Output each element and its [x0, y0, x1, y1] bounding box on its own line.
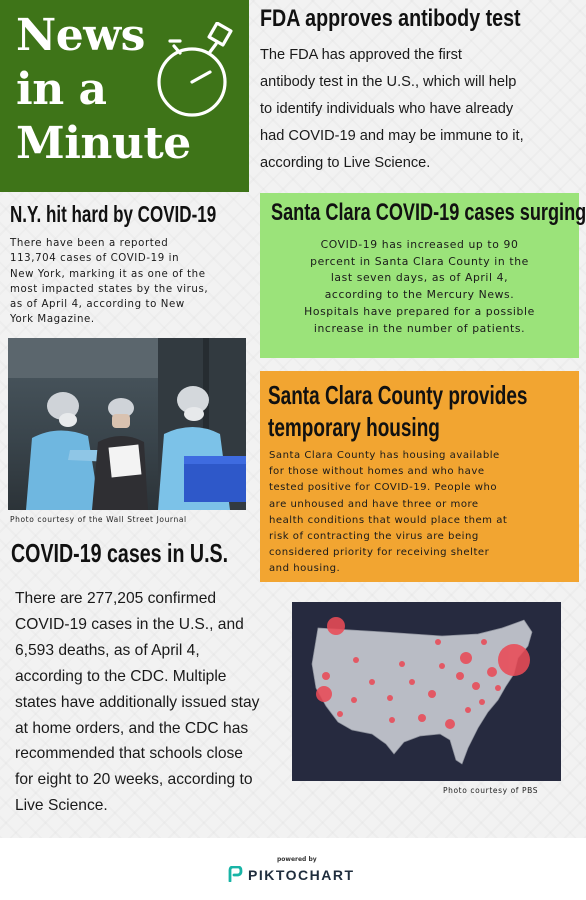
santa-clara-cases-line: increase in the number of patients.: [313, 321, 526, 335]
housing-line: risk of contracting the virus are being: [269, 531, 479, 543]
masthead-line-3: Minute: [16, 118, 191, 169]
us-line: Live Science.: [15, 797, 108, 815]
housing-line: for those without homes and who have: [269, 466, 485, 478]
piktochart-logo-icon: [227, 866, 243, 882]
us-cases-map: [292, 602, 561, 781]
masthead-line-2: in a: [16, 64, 107, 115]
fda-line: The FDA has approved the first: [260, 47, 462, 63]
fda-headline: FDA approves antibody test: [260, 5, 521, 32]
fda-line: antibody test in the U.S., which will help: [260, 74, 517, 90]
santa-clara-cases-line: last seven days, as of April 4,: [330, 271, 509, 285]
santa-clara-cases-line: percent in Santa Clara County in the: [310, 254, 529, 268]
us-landmass: [312, 620, 532, 764]
powered-by-text: powered by: [277, 856, 317, 863]
masthead-line-1: News: [16, 10, 145, 61]
santa-clara-cases-line: according to the Mercury News.: [324, 288, 515, 302]
housing-line: and housing.: [269, 563, 341, 575]
us-line: recommended that schools close: [15, 745, 243, 763]
piktochart-brand[interactable]: PIKTOCHART: [248, 867, 355, 883]
fda-line: to identify individuals who have already: [260, 101, 514, 117]
map-caption: Photo courtesy of PBS: [443, 786, 539, 795]
ny-headline: N.Y. hit hard by COVID-19: [10, 201, 217, 227]
ny-body: [10, 236, 255, 328]
housing-box: [260, 371, 579, 582]
housing-line: are unhoused and have three or more: [269, 498, 479, 510]
stopwatch-icon: [152, 22, 242, 122]
santa-clara-cases-line: Hospitals have prepared for a possible: [304, 304, 535, 318]
fda-line: according to Live Science.: [260, 155, 431, 171]
ny-line: as of April 4, according to New: [10, 299, 185, 311]
ny-line: 113,704 cases of COVID-19 in: [10, 253, 180, 265]
us-line: at home orders, and the CDC has: [15, 719, 249, 737]
housing-line: health conditions that would place them at: [269, 514, 508, 526]
us-line: There are 277,205 confirmed: [15, 590, 217, 607]
housing-body: [269, 448, 579, 578]
housing-headline-line-1: Santa Clara County provides: [268, 380, 528, 410]
santa-clara-cases-body: [260, 237, 579, 337]
us-line: 6,593 deaths, as of April 4,: [15, 641, 200, 659]
ny-line: There have been a reported: [10, 238, 169, 249]
ny-line: New York, marking it as one of the: [10, 268, 206, 280]
fda-body: [260, 42, 580, 177]
housing-line: considered priority for receiving shelter: [269, 547, 490, 559]
santa-clara-cases-box: [260, 193, 586, 358]
footer: [0, 838, 586, 900]
us-headline: COVID-19 cases in U.S.: [11, 538, 229, 568]
housing-headline-line-2: temporary housing: [268, 412, 440, 442]
santa-clara-cases-headline: Santa Clara COVID-19 cases surging: [271, 199, 586, 226]
ny-line: most impacted states by the virus,: [10, 283, 209, 295]
ny-line: York Magazine.: [10, 314, 95, 326]
us-line: COVID-19 cases in the U.S., and: [15, 615, 244, 633]
us-line: states have additionally issued stay: [15, 693, 260, 711]
us-line: for eight to 20 weeks, according to: [15, 771, 253, 789]
us-body: [15, 586, 290, 819]
ny-health-workers-photo: [8, 338, 246, 510]
housing-line: tested positive for COVID-19. People who: [269, 482, 498, 494]
masthead: [0, 0, 249, 192]
fda-line: had COVID-19 and may be immune to it,: [260, 128, 524, 144]
ny-photo-caption: Photo courtesy of the Wall Street Journal: [10, 515, 187, 524]
santa-clara-cases-line: COVID-19 has increased up to 90: [320, 238, 519, 251]
us-line: according to the CDC. Multiple: [15, 667, 227, 685]
housing-line: Santa Clara County has housing available: [269, 450, 500, 461]
